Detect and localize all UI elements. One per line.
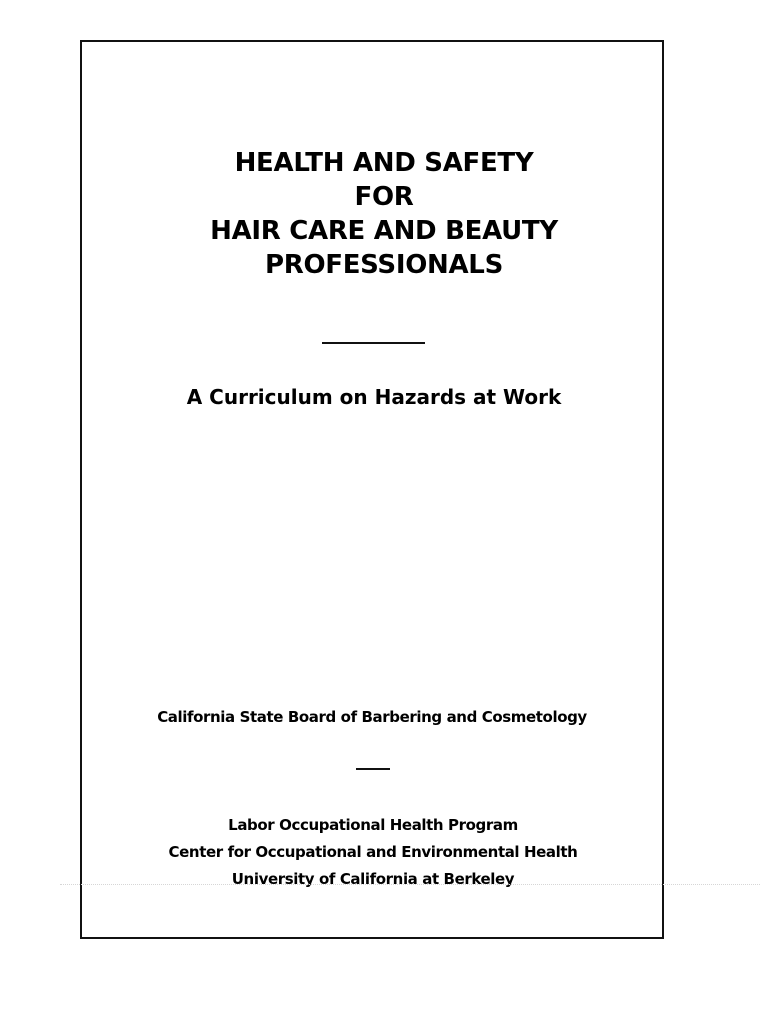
title-line: HEALTH AND SAFETY xyxy=(234,148,534,178)
title-line: FOR xyxy=(354,182,414,212)
document-title xyxy=(0,146,768,282)
credits-divider xyxy=(356,768,390,770)
document-subtitle: A Curriculum on Hazards at Work xyxy=(186,385,562,409)
credit-line: Labor Occupational Health Program xyxy=(228,816,518,834)
title-divider xyxy=(322,342,425,344)
credits-block xyxy=(0,812,746,893)
title-line: HAIR CARE AND BEAUTY xyxy=(210,216,558,246)
title-line: PROFESSIONALS xyxy=(264,250,504,280)
credit-line: Center for Occupational and Environmental Health xyxy=(168,843,578,861)
credit-line: University of California at Berkeley xyxy=(231,870,515,888)
scan-artifact-line xyxy=(60,884,760,885)
publisher-board: California State Board of Barbering and Cosmetology xyxy=(157,708,587,726)
